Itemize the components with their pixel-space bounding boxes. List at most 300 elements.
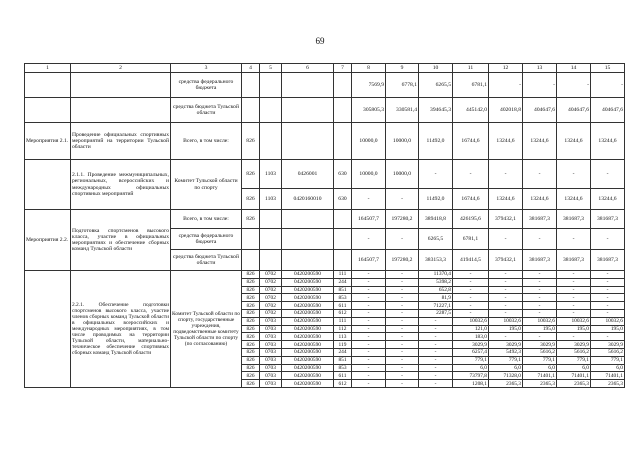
value-cell: [282, 210, 334, 229]
value-cell: 826: [242, 294, 260, 302]
column-header: 6: [282, 64, 334, 73]
value-cell: 445142,0: [453, 98, 489, 123]
value-cell: 0703: [260, 325, 282, 333]
value-cell: 0420200590: [282, 309, 334, 317]
value-cell: 0703: [260, 333, 282, 341]
value-cell: 195,0: [489, 325, 523, 333]
value-cell: 330581,4: [386, 98, 419, 123]
table-row: [25, 160, 625, 189]
value-cell: 111: [334, 317, 352, 325]
value-cell: 71401,1: [591, 372, 625, 380]
value-cell: [334, 229, 352, 250]
value-cell: -: [352, 325, 386, 333]
value-cell: 0420200590: [282, 364, 334, 372]
value-cell: -: [453, 278, 489, 286]
value-cell: -: [419, 325, 453, 333]
value-cell: 6778,1: [386, 73, 419, 98]
value-cell: -: [523, 302, 557, 310]
value-cell: 71401,1: [557, 372, 591, 380]
value-cell: -: [419, 317, 453, 325]
value-cell: 3029,9: [591, 341, 625, 349]
value-cell: -: [419, 333, 453, 341]
value-cell: -: [489, 229, 523, 250]
value-cell: 853: [334, 294, 352, 302]
value-cell: 10032,6: [591, 317, 625, 325]
value-cell: 851: [334, 356, 352, 364]
value-cell: -: [386, 229, 419, 250]
value-cell: -: [557, 278, 591, 286]
value-cell: 119: [334, 341, 352, 349]
value-cell: 779,1: [591, 356, 625, 364]
value-cell: -: [352, 278, 386, 286]
value-cell: 779,1: [557, 356, 591, 364]
value-cell: 0420200590: [282, 271, 334, 279]
value-cell: 244: [334, 348, 352, 356]
value-cell: -: [523, 160, 557, 189]
value-cell: 612: [334, 380, 352, 388]
value-cell: -: [419, 380, 453, 388]
value-cell: 630: [334, 160, 352, 189]
value-cell: 1208,1: [453, 380, 489, 388]
value-cell: 10032,6: [489, 317, 523, 325]
empty-cell: [25, 73, 71, 98]
value-cell: -: [523, 286, 557, 294]
value-cell: 402018,8: [489, 98, 523, 123]
value-cell: 389418,8: [419, 210, 453, 229]
value-cell: 71328,0: [489, 372, 523, 380]
value-cell: -: [419, 372, 453, 380]
value-cell: 0420200590: [282, 302, 334, 310]
value-cell: 0702: [260, 309, 282, 317]
value-cell: -: [489, 160, 523, 189]
table-row: [25, 271, 625, 279]
value-cell: 826: [242, 341, 260, 349]
value-cell: 112: [334, 325, 352, 333]
value-cell: 826: [242, 348, 260, 356]
value-cell: 779,1: [489, 356, 523, 364]
value-cell: 826: [242, 123, 260, 160]
value-cell: 381687,3: [557, 210, 591, 229]
value-cell: 826: [242, 160, 260, 189]
value-cell: [260, 250, 282, 271]
funding-source: средства федерального бюджета: [171, 73, 242, 98]
value-cell: -: [453, 160, 489, 189]
value-cell: [282, 123, 334, 160]
value-cell: 13244,6: [591, 123, 625, 160]
value-cell: -: [591, 333, 625, 341]
value-cell: 13244,6: [523, 189, 557, 210]
column-header: 10: [419, 64, 453, 73]
value-cell: 404647,6: [523, 98, 557, 123]
empty-cell: [242, 98, 260, 123]
value-cell: -: [453, 309, 489, 317]
value-cell: 6,0: [489, 364, 523, 372]
value-cell: 0420200590: [282, 317, 334, 325]
value-cell: [260, 210, 282, 229]
value-cell: [334, 210, 352, 229]
value-cell: -: [489, 302, 523, 310]
value-cell: [260, 229, 282, 250]
value-cell: 71227,1: [419, 302, 453, 310]
value-cell: -: [557, 302, 591, 310]
column-header: 1: [25, 64, 71, 73]
value-cell: 121,0: [453, 325, 489, 333]
value-cell: 6781,1: [453, 73, 489, 98]
value-cell: 0702: [260, 294, 282, 302]
value-cell: 0420160010: [282, 189, 334, 210]
empty-cell: [71, 98, 171, 123]
value-cell: -: [386, 325, 419, 333]
value-cell: 826: [242, 364, 260, 372]
column-header: 15: [591, 64, 625, 73]
value-cell: [334, 250, 352, 271]
value-cell: -: [591, 294, 625, 302]
value-cell: 0702: [260, 286, 282, 294]
column-header: 3: [171, 64, 242, 73]
value-cell: -: [352, 341, 386, 349]
table-row: [25, 73, 625, 98]
measure-label: Мероприятия 2.2.: [25, 210, 71, 271]
value-cell: 81,9: [419, 294, 453, 302]
value-cell: 381687,3: [591, 250, 625, 271]
value-cell: 381687,3: [523, 250, 557, 271]
value-cell: 0703: [260, 317, 282, 325]
value-cell: 0420200590: [282, 294, 334, 302]
value-cell: -: [523, 309, 557, 317]
value-cell: -: [557, 271, 591, 279]
funding-source: средства бюджета Тульской области: [171, 250, 242, 271]
value-cell: 1103: [260, 189, 282, 210]
value-cell: -: [591, 309, 625, 317]
value-cell: 826: [242, 286, 260, 294]
column-header: 7: [334, 64, 352, 73]
submeasure-title: 2.2.1. Обеспечение подготовки спортсменов высокого класса, участие членов сборных команд Тульской области в официальных всероссийских и международных мероприятиях, в том числе проводимых на территории Тульской области, материально-техническое обеспечение спортивных сборных команд Тульской области: [71, 271, 171, 388]
value-cell: -: [489, 271, 523, 279]
value-cell: -: [352, 286, 386, 294]
value-cell: 164507,7: [352, 210, 386, 229]
value-cell: 0420200590: [282, 356, 334, 364]
value-cell: -: [523, 294, 557, 302]
value-cell: -: [453, 302, 489, 310]
value-cell: 611: [334, 302, 352, 310]
value-cell: -: [489, 278, 523, 286]
value-cell: 10032,6: [453, 317, 489, 325]
value-cell: -: [557, 229, 591, 250]
value-cell: 404647,6: [591, 98, 625, 123]
value-cell: 0703: [260, 372, 282, 380]
value-cell: 13244,6: [557, 123, 591, 160]
measure-title: Проведение официальных спортивных мероприятий на территории Тульской области: [71, 123, 171, 160]
value-cell: 183,0: [453, 333, 489, 341]
value-cell: -: [591, 302, 625, 310]
value-cell: 2287,5: [419, 309, 453, 317]
value-cell: 826: [242, 210, 260, 229]
value-cell: -: [352, 294, 386, 302]
value-cell: 6257,4: [453, 348, 489, 356]
empty-cell: [334, 73, 352, 98]
empty-cell: [260, 73, 282, 98]
value-cell: -: [557, 160, 591, 189]
column-header: 11: [453, 64, 489, 73]
value-cell: 6,0: [557, 364, 591, 372]
value-cell: 6,0: [523, 364, 557, 372]
value-cell: 6265,5: [419, 73, 453, 98]
value-cell: 16744,6: [453, 189, 489, 210]
value-cell: 71401,1: [523, 372, 557, 380]
value-cell: 3029,9: [557, 341, 591, 349]
value-cell: -: [557, 73, 591, 98]
value-cell: -: [591, 286, 625, 294]
executor: Комитет Тульской области по спорту, государственные учреждения, подведомственные комитету Тульской области по спорту (по согласованию): [171, 271, 242, 388]
value-cell: 381687,3: [557, 250, 591, 271]
value-cell: -: [352, 356, 386, 364]
value-cell: 3029,9: [489, 341, 523, 349]
column-header: 14: [557, 64, 591, 73]
value-cell: -: [489, 333, 523, 341]
empty-cell: [25, 98, 71, 123]
table-row: [25, 123, 625, 160]
value-cell: 0420200590: [282, 380, 334, 388]
value-cell: -: [352, 189, 386, 210]
value-cell: -: [352, 364, 386, 372]
value-cell: -: [419, 356, 453, 364]
value-cell: -: [419, 160, 453, 189]
value-cell: -: [386, 271, 419, 279]
empty-cell: [282, 73, 334, 98]
value-cell: 0703: [260, 341, 282, 349]
value-cell: 0702: [260, 302, 282, 310]
value-cell: 779,1: [453, 356, 489, 364]
value-cell: -: [557, 333, 591, 341]
empty-cell: [282, 98, 334, 123]
value-cell: 826: [242, 302, 260, 310]
value-cell: 16744,6: [453, 123, 489, 160]
column-header: 4: [242, 64, 260, 73]
column-header: 5: [260, 64, 282, 73]
value-cell: 383153,3: [419, 250, 453, 271]
value-cell: 394645,3: [419, 98, 453, 123]
value-cell: [282, 229, 334, 250]
value-cell: 826: [242, 380, 260, 388]
value-cell: 3029,9: [453, 341, 489, 349]
empty-cell: [25, 271, 71, 388]
value-cell: 13244,6: [489, 189, 523, 210]
measure-title: Подготовка спортсменов высокого класса, участие в официальных мероприятиях и обеспечение сборных команд Тульской области: [71, 210, 171, 271]
value-cell: 6,0: [453, 364, 489, 372]
value-cell: 6781,1: [453, 229, 489, 250]
value-cell: 111: [334, 271, 352, 279]
empty-cell: [334, 98, 352, 123]
value-cell: 10000,0: [352, 160, 386, 189]
value-cell: 305805,3: [352, 98, 386, 123]
value-cell: 379432,1: [489, 210, 523, 229]
value-cell: -: [419, 341, 453, 349]
page-number: 69: [315, 36, 325, 46]
value-cell: -: [352, 229, 386, 250]
value-cell: 195,0: [557, 325, 591, 333]
table-row: [25, 98, 625, 123]
submeasure-title: 2.1.1. Проведение межмуниципальных, региональных, всероссийских и международных официальных спортивных мероприятий: [71, 160, 171, 210]
value-cell: -: [591, 160, 625, 189]
column-header: 13: [523, 64, 557, 73]
value-cell: 826: [242, 333, 260, 341]
value-cell: -: [489, 309, 523, 317]
value-cell: 13244,6: [591, 189, 625, 210]
value-cell: -: [489, 286, 523, 294]
value-cell: 826: [242, 325, 260, 333]
value-cell: 2365,3: [591, 380, 625, 388]
value-cell: 5492,3: [489, 348, 523, 356]
value-cell: 13244,6: [489, 123, 523, 160]
value-cell: 851: [334, 286, 352, 294]
value-cell: -: [591, 229, 625, 250]
value-cell: 826: [242, 189, 260, 210]
value-cell: -: [591, 73, 625, 98]
value-cell: 826: [242, 317, 260, 325]
value-cell: 5398,2: [419, 278, 453, 286]
value-cell: 0703: [260, 348, 282, 356]
value-cell: -: [352, 271, 386, 279]
value-cell: 13244,6: [523, 123, 557, 160]
value-cell: 0420200590: [282, 333, 334, 341]
value-cell: 0702: [260, 278, 282, 286]
executor: Комитет Тульской области по спорту: [171, 160, 242, 210]
value-cell: 13244,6: [557, 189, 591, 210]
value-cell: -: [386, 302, 419, 310]
column-header: 8: [352, 64, 386, 73]
value-cell: 5616,2: [557, 348, 591, 356]
value-cell: -: [386, 278, 419, 286]
value-cell: -: [352, 372, 386, 380]
measure-label: Мероприятия 2.1.: [25, 123, 71, 160]
value-cell: 73797,8: [453, 372, 489, 380]
column-header: 9: [386, 64, 419, 73]
value-cell: 826: [242, 372, 260, 380]
value-cell: 0702: [260, 271, 282, 279]
value-cell: -: [523, 333, 557, 341]
value-cell: 7569,9: [352, 73, 386, 98]
value-cell: 11370,4: [419, 271, 453, 279]
value-cell: 197280,2: [386, 250, 419, 271]
value-cell: 2365,3: [489, 380, 523, 388]
value-cell: 612: [334, 309, 352, 317]
value-cell: 1103: [260, 160, 282, 189]
table-row: [25, 64, 625, 73]
value-cell: 419414,5: [453, 250, 489, 271]
value-cell: -: [352, 302, 386, 310]
value-cell: 2365,3: [557, 380, 591, 388]
value-cell: 779,1: [523, 356, 557, 364]
value-cell: 10032,6: [557, 317, 591, 325]
value-cell: 826: [242, 309, 260, 317]
value-cell: -: [352, 348, 386, 356]
value-cell: -: [453, 271, 489, 279]
total-label: Всего, в том числе:: [171, 210, 242, 229]
value-cell: -: [386, 294, 419, 302]
value-cell: [260, 123, 282, 160]
total-label: Всего, в том числе:: [171, 123, 242, 160]
value-cell: -: [591, 271, 625, 279]
value-cell: [282, 250, 334, 271]
value-cell: 197280,2: [386, 210, 419, 229]
value-cell: 0703: [260, 380, 282, 388]
empty-cell: [71, 73, 171, 98]
value-cell: -: [453, 294, 489, 302]
value-cell: -: [386, 380, 419, 388]
value-cell: 826: [242, 271, 260, 279]
value-cell: -: [523, 73, 557, 98]
empty-cell: [25, 160, 71, 210]
value-cell: -: [557, 286, 591, 294]
value-cell: 5616,2: [523, 348, 557, 356]
value-cell: 3029,9: [523, 341, 557, 349]
value-cell: -: [557, 309, 591, 317]
column-header: 2: [71, 64, 171, 73]
value-cell: -: [591, 278, 625, 286]
value-cell: -: [386, 364, 419, 372]
value-cell: [242, 250, 260, 271]
value-cell: -: [352, 333, 386, 341]
value-cell: 244: [334, 278, 352, 286]
value-cell: 10000,0: [352, 123, 386, 160]
value-cell: -: [419, 364, 453, 372]
value-cell: -: [386, 348, 419, 356]
value-cell: -: [386, 317, 419, 325]
value-cell: 11492,0: [419, 123, 453, 160]
value-cell: 0420200590: [282, 348, 334, 356]
value-cell: 0703: [260, 356, 282, 364]
value-cell: -: [523, 271, 557, 279]
value-cell: -: [419, 348, 453, 356]
value-cell: -: [523, 229, 557, 250]
value-cell: 611: [334, 372, 352, 380]
value-cell: -: [386, 333, 419, 341]
value-cell: [242, 229, 260, 250]
value-cell: 0420200590: [282, 341, 334, 349]
value-cell: 652,8: [419, 286, 453, 294]
empty-cell: [260, 98, 282, 123]
value-cell: 113: [334, 333, 352, 341]
value-cell: -: [352, 317, 386, 325]
value-cell: 0420200590: [282, 325, 334, 333]
value-cell: -: [352, 380, 386, 388]
table-row: [25, 210, 625, 229]
value-cell: -: [386, 356, 419, 364]
value-cell: -: [386, 341, 419, 349]
value-cell: [334, 123, 352, 160]
value-cell: 426195,6: [453, 210, 489, 229]
value-cell: -: [386, 286, 419, 294]
value-cell: -: [557, 294, 591, 302]
value-cell: 826: [242, 278, 260, 286]
value-cell: -: [352, 309, 386, 317]
value-cell: 5616,2: [591, 348, 625, 356]
value-cell: 11492,0: [419, 189, 453, 210]
value-cell: 0420200590: [282, 372, 334, 380]
value-cell: 2365,3: [523, 380, 557, 388]
value-cell: 0420200590: [282, 286, 334, 294]
funding-source: средства федерального бюджета: [171, 229, 242, 250]
value-cell: 404647,6: [557, 98, 591, 123]
value-cell: -: [489, 294, 523, 302]
value-cell: -: [386, 189, 419, 210]
value-cell: -: [386, 372, 419, 380]
value-cell: 381687,3: [591, 210, 625, 229]
value-cell: 10000,0: [386, 123, 419, 160]
value-cell: 630: [334, 189, 352, 210]
empty-cell: [242, 73, 260, 98]
value-cell: 10000,0: [386, 160, 419, 189]
